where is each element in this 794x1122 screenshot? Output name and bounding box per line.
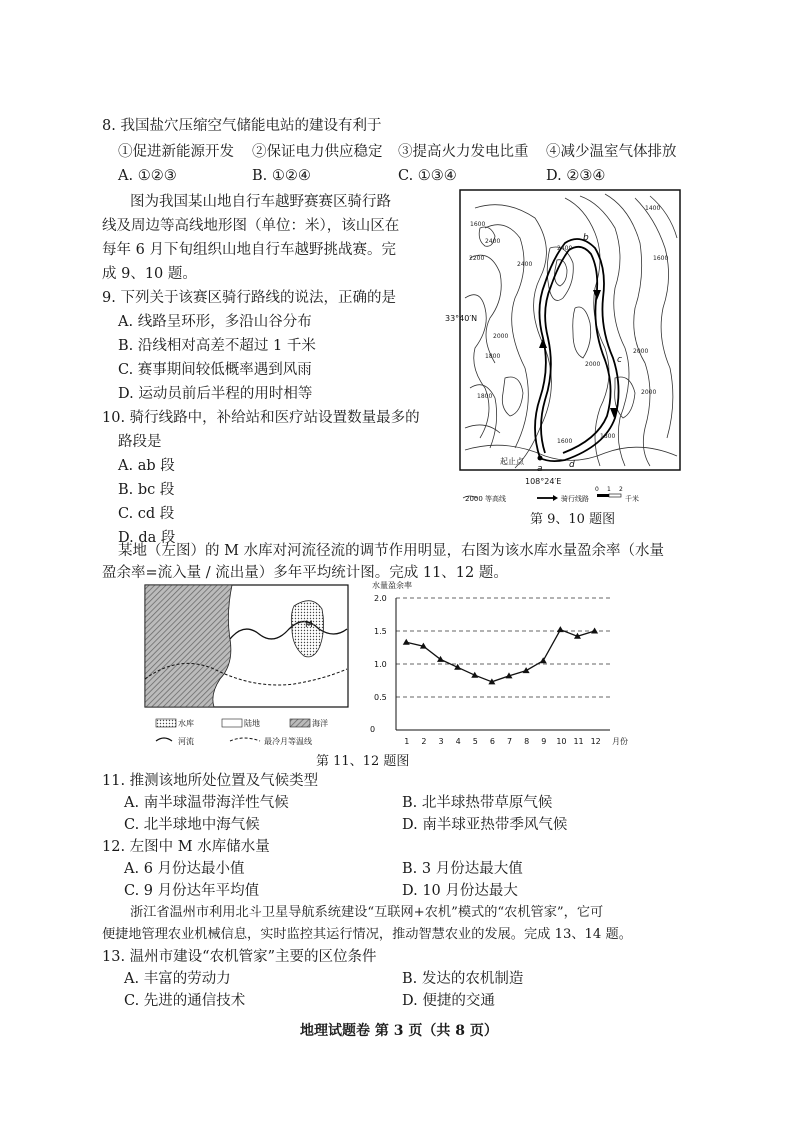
contour-label: 2200 bbox=[469, 255, 485, 262]
q11-stem: 11. 推测该地所处位置及气候类型 bbox=[102, 773, 319, 789]
chart-yticks bbox=[374, 594, 387, 702]
legend-isotherm-label: 最冷月等温线 bbox=[264, 737, 312, 746]
legend-land-swatch bbox=[222, 719, 242, 727]
q10-stem-cont: 路段是 bbox=[118, 434, 162, 450]
contour-label: 1800 bbox=[485, 353, 501, 360]
legend-reservoir-swatch bbox=[156, 719, 176, 727]
contour-map bbox=[445, 188, 685, 528]
chart-origin-label: 0 bbox=[370, 725, 376, 734]
intro-9-10-line1: 图为我国某山地自行车越野赛赛区骑行路 bbox=[130, 194, 391, 210]
contour-label: 2000 bbox=[585, 361, 601, 368]
q8-stem: 8. 我国盐穴压缩空气储能电站的建设有利于 bbox=[102, 118, 382, 134]
chart-ylabel: 水量盈余率 bbox=[372, 581, 412, 590]
legend-land-label: 陆地 bbox=[244, 719, 260, 728]
q10-option-c: C. cd 段 bbox=[118, 506, 175, 522]
chart-data-point bbox=[557, 626, 564, 632]
q10-option-a: A. ab 段 bbox=[118, 458, 175, 474]
chart-data-point bbox=[523, 667, 530, 673]
q13-option-d: D. 便捷的交通 bbox=[402, 993, 495, 1009]
contour-label: 2000 bbox=[641, 389, 657, 396]
chart-xtick-label: 11 bbox=[573, 737, 584, 746]
q8-option-a: A. ①②③ bbox=[118, 168, 177, 184]
q10-stem: 10. 骑行线路中，补给站和医疗站设置数量最多的 bbox=[102, 410, 420, 426]
q9-option-d: D. 运动员前后半程的用时相等 bbox=[118, 386, 313, 402]
chart-ytick-label: 1.0 bbox=[374, 660, 387, 669]
chart-points bbox=[403, 626, 598, 684]
chart-xtick-label: 4 bbox=[455, 737, 461, 746]
q8-item-2: ②保证电力供应稳定 bbox=[252, 144, 383, 160]
scale-unit: 千米 bbox=[625, 495, 639, 503]
chart-xlabel: 月份 bbox=[612, 737, 628, 746]
reservoir-m-label: M bbox=[305, 620, 313, 630]
q12-option-a: A. 6 月份达最小值 bbox=[124, 861, 245, 877]
q9-option-a: A. 线路呈环形，多沿山谷分布 bbox=[118, 314, 312, 330]
chart-xtick-label: 10 bbox=[556, 737, 567, 746]
start-end-label: 起止点 bbox=[500, 457, 524, 466]
chart-xtick-label: 1 bbox=[404, 737, 410, 746]
contour-label: 1600 bbox=[470, 221, 486, 228]
contour-label: 2400 bbox=[517, 261, 533, 268]
map-caption: 第 9、10 题图 bbox=[530, 512, 616, 527]
q8-option-c: C. ①③④ bbox=[398, 168, 457, 184]
contour-label: 2000 bbox=[633, 348, 649, 355]
chart-xtick-label: 5 bbox=[472, 737, 478, 746]
chart-ytick-label: 1.5 bbox=[374, 627, 387, 636]
contour-label: 2000 bbox=[493, 333, 509, 340]
map-legend bbox=[463, 486, 639, 503]
q10-option-b: B. bc 段 bbox=[118, 482, 175, 498]
q9-stem: 9. 下列关于该赛区骑行路线的说法，正确的是 bbox=[102, 290, 396, 306]
q12-option-b: B. 3 月份达最大值 bbox=[402, 861, 523, 877]
chart-ytick-label: 0.5 bbox=[374, 693, 387, 702]
q12-stem: 12. 左图中 M 水库储水量 bbox=[102, 839, 270, 855]
q9-option-b: B. 沿线相对高差不超过 1 千米 bbox=[118, 338, 316, 354]
q8-item-1: ①促进新能源开发 bbox=[118, 144, 234, 160]
q11-option-b: B. 北半球热带草原气候 bbox=[402, 795, 553, 811]
q11-option-a: A. 南半球温带海洋性气候 bbox=[124, 795, 289, 811]
chart-xtick-label: 7 bbox=[506, 737, 513, 746]
reservoir-map bbox=[144, 584, 354, 754]
chart-ytick-label: 2.0 bbox=[374, 594, 387, 603]
point-label-b: b bbox=[583, 233, 589, 243]
chart-data-point bbox=[591, 628, 598, 634]
q10-option-d: D. da 段 bbox=[118, 530, 176, 546]
q13-stem: 13. 温州市建设“农机管家”主要的区位条件 bbox=[102, 949, 377, 965]
page-footer: 地理试题卷 第 3 页（共 8 页） bbox=[300, 1023, 498, 1039]
chart-xtick-label: 3 bbox=[438, 737, 444, 746]
point-label-a: a bbox=[537, 464, 543, 474]
chart-data-point bbox=[403, 639, 410, 645]
q12-option-c: C. 9 月份达年平均值 bbox=[124, 883, 260, 899]
chart-data-point bbox=[540, 657, 547, 663]
latitude-label: 33°40′N bbox=[445, 314, 478, 323]
legend-ocean-label: 海洋 bbox=[312, 719, 328, 728]
contour-label: 1400 bbox=[645, 205, 661, 212]
q11-option-c: C. 北半球地中海气候 bbox=[124, 817, 260, 833]
q8-option-d: D. ②③④ bbox=[546, 168, 606, 184]
intro-13-14-line2: 便捷地管理农业机械信息，实时监控其运行情况，推动智慧农业的发展。完成 13、14 题。 bbox=[102, 927, 632, 942]
chart-grid bbox=[396, 598, 610, 697]
contour-label: 2400 bbox=[485, 238, 501, 245]
contour-label: 1600 bbox=[557, 438, 573, 445]
scale-tick: 1 bbox=[607, 486, 611, 493]
start-end-point bbox=[538, 456, 543, 461]
q13-option-b: B. 发达的农机制造 bbox=[402, 971, 524, 987]
scale-tick: 2 bbox=[619, 486, 623, 493]
legend-river-label: 河流 bbox=[178, 737, 194, 746]
q13-option-c: C. 先进的通信技术 bbox=[124, 993, 246, 1009]
intro-9-10-line4: 成 9、10 题。 bbox=[102, 266, 197, 282]
chart-xtick-label: 6 bbox=[489, 737, 495, 746]
longitude-label: 108°24′E bbox=[525, 477, 562, 486]
contour-label: 1800 bbox=[477, 393, 493, 400]
q13-option-a: A. 丰富的劳动力 bbox=[124, 971, 231, 987]
q8-item-4: ④减少温室气体排放 bbox=[546, 144, 677, 160]
legend-route-label: 骑行线路 bbox=[561, 495, 589, 503]
intro-11-12-line2: 盈余率=流入量 / 流出量）多年平均统计图。完成 11、12 题。 bbox=[102, 565, 508, 581]
chart-xtick-label: 12 bbox=[590, 737, 601, 746]
chart-xtick-label: 8 bbox=[524, 737, 530, 746]
legend-isotherm-symbol bbox=[230, 738, 260, 741]
point-label-c: c bbox=[617, 355, 622, 365]
intro-9-10-line3: 每年 6 月下旬组织山地自行车越野挑战赛。完 bbox=[102, 242, 396, 258]
intro-9-10-line2: 线及周边等高线地形图（单位：米），该山区在 bbox=[102, 218, 400, 234]
surplus-rate-chart bbox=[370, 580, 638, 750]
reservoir-map-legend bbox=[156, 718, 328, 746]
point-label-d: d bbox=[569, 460, 575, 470]
intro-11-12-line1: 某地（左图）的 M 水库对河流径流的调节作用明显，右图为该水库水量盈余率（水量 bbox=[118, 543, 665, 559]
chart-caption: 第 11、12 题图 bbox=[316, 754, 410, 769]
q8-item-3: ③提高火力发电比重 bbox=[398, 144, 529, 160]
chart-series-line bbox=[406, 630, 594, 682]
legend-contour-label: 2000 等高线 bbox=[465, 495, 507, 503]
q11-option-d: D. 南半球亚热带季风气候 bbox=[402, 817, 568, 833]
intro-13-14-line1: 浙江省温州市利用北斗卫星导航系统建设“互联网+农机”模式的“农机管家”，它可 bbox=[130, 905, 604, 920]
q9-option-c: C. 赛事期间较低概率遇到风雨 bbox=[118, 362, 312, 378]
chart-xtick-label: 2 bbox=[421, 737, 427, 746]
contour-label: 1600 bbox=[653, 255, 669, 262]
legend-ocean-swatch bbox=[290, 719, 310, 727]
q8-option-b: B. ①②④ bbox=[252, 168, 311, 184]
scale-bar bbox=[595, 486, 639, 503]
legend-river-symbol bbox=[156, 738, 172, 741]
q12-option-d: D. 10 月份达最大 bbox=[402, 883, 518, 899]
chart-xticks bbox=[404, 737, 601, 746]
legend-reservoir-label: 水库 bbox=[178, 719, 194, 728]
chart-xtick-label: 9 bbox=[541, 737, 547, 746]
contour-label: 2400 bbox=[557, 245, 573, 252]
scale-tick: 0 bbox=[595, 486, 599, 493]
contour-label: 1800 bbox=[600, 433, 616, 440]
